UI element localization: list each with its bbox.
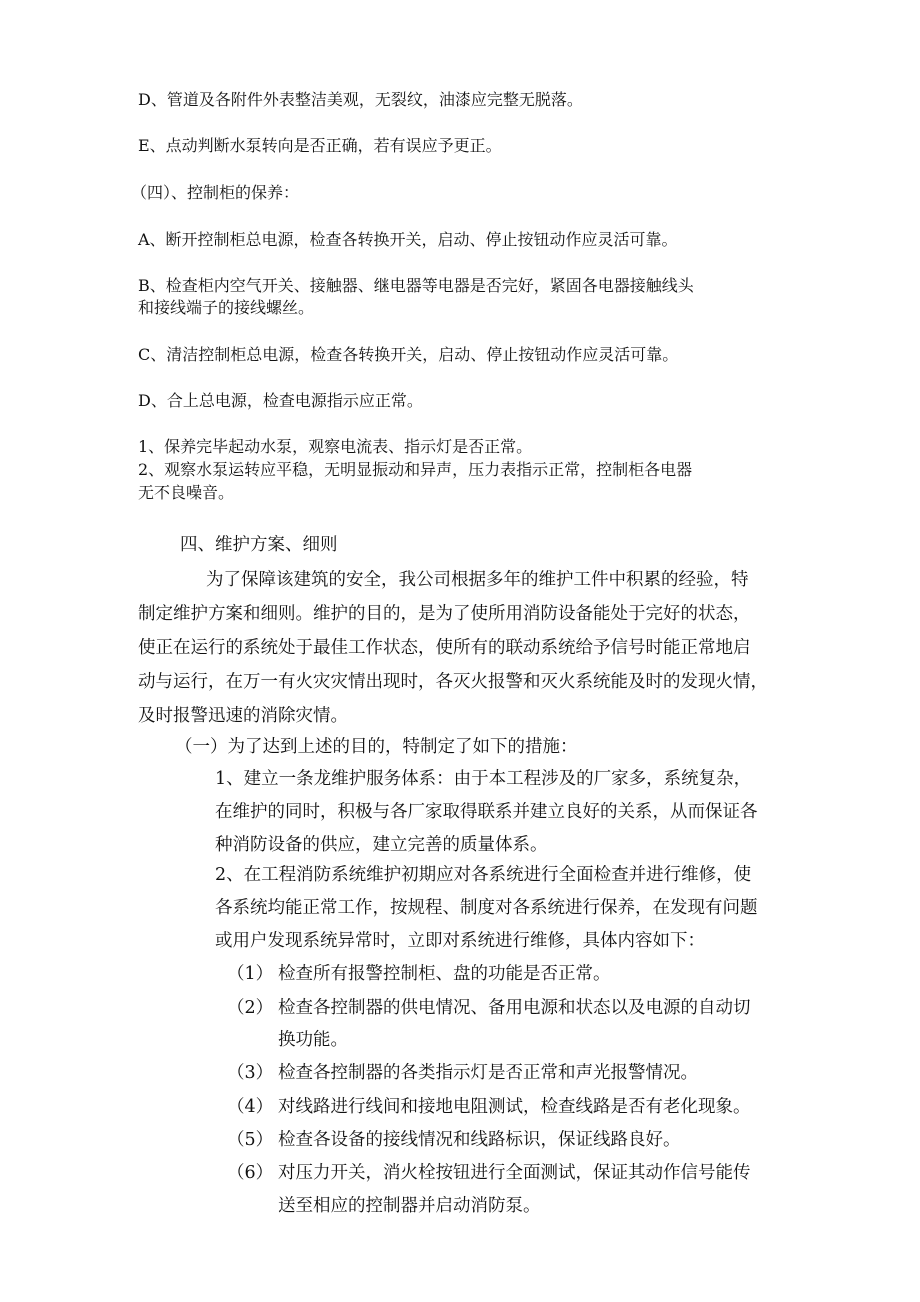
check-2-number: （2） <box>227 998 274 1018</box>
check-2-line-2: 换功能。 <box>278 1030 348 1050</box>
measure-2-line-2: 各系统均能正常工作，按规程、制度对各系统进行保养，在发现有问题 <box>215 898 758 918</box>
cabinet-item-b-line2: 和接线端子的接线螺丝。 <box>138 298 315 317</box>
check-2-line-1: 检查各控制器的供电情况、备用电源和状态以及电源的自动切 <box>278 998 751 1018</box>
cabinet-item-c: C、清洁控制柜总电源，检查各转换开关，启动、停止按钮动作应灵活可靠。 <box>138 345 679 364</box>
item-d: D、管道及各附件外表整洁美观，无裂纹，油漆应完整无脱落。 <box>138 90 583 109</box>
intro-line-4: 动与运行，在万一有火灾灾情出现时，各灭火报警和灭火系统能及时的发现火情， <box>138 672 768 692</box>
check-4-number: （4） <box>227 1097 274 1117</box>
check-6-number: （6） <box>227 1163 274 1183</box>
check-6-line-2: 送至相应的控制器并启动消防泵。 <box>278 1196 541 1216</box>
check-6-line-1: 对压力开关，消火栓按钮进行全面测试，保证其动作信号能传 <box>278 1163 751 1183</box>
section-heading: 四、维护方案、细则 <box>180 535 338 555</box>
check-4-line-1: 对线路进行线间和接地电阻测试，检查线路是否有老化现象。 <box>278 1097 751 1117</box>
check-5-number: （5） <box>227 1130 274 1150</box>
cabinet-item-d: D、合上总电源，检查电源指示应正常。 <box>138 391 423 410</box>
measure-2-line-3: 或用户发现系统异常时，立即对系统进行维修，具体内容如下： <box>215 931 705 951</box>
check-1-line-1: 检查所有报警控制柜、盘的功能是否正常。 <box>278 964 611 984</box>
measures-sub-heading: （一）为了达到上述的目的，特制定了如下的措施： <box>175 737 578 757</box>
check-3-number: （3） <box>227 1063 274 1083</box>
intro-line-2: 制定维护方案和细则。维护的目的，是为了使所用消防设备能处于完好的状态， <box>138 604 751 624</box>
measure-1-line-3: 种消防设备的供应，建立完善的质量体系。 <box>215 835 548 855</box>
check-5-line-1: 检查各设备的接线情况和线路标识，保证线路良好。 <box>278 1130 681 1150</box>
intro-line-5: 及时报警迅速的消除灾情。 <box>138 706 348 726</box>
numbered-item-2-line1: 2、观察水泵运转应平稳，无明显振动和异声，压力表指示正常，控制柜各电器 <box>138 460 693 479</box>
check-1-number: （1） <box>227 964 274 984</box>
measure-2-line-1: 2、在工程消防系统维护初期应对各系统进行全面检查并进行维修，使 <box>215 865 752 885</box>
intro-line-3: 使正在运行的系统处于最佳工作状态，使所有的联动系统给予信号时能正常地启 <box>138 638 751 658</box>
check-3-line-1: 检查各控制器的各类指示灯是否正常和声光报警情况。 <box>278 1063 698 1083</box>
cabinet-item-b-line1: B、检查柜内空气开关、接触器、继电器等电器是否完好，紧固各电器接触线头 <box>138 276 694 295</box>
item-e: E、点动判断水泵转向是否正确，若有误应予更正。 <box>138 136 502 155</box>
intro-line-1: 为了保障该建筑的安全，我公司根据多年的维护工件中积累的经验，特 <box>206 570 749 590</box>
control-cabinet-heading: （四）、控制柜的保养： <box>131 183 300 202</box>
numbered-item-1: 1、保养完毕起动水泵，观察电流表、指示灯是否正常。 <box>138 437 533 456</box>
measure-1-line-2: 在维护的同时，积极与各厂家取得联系并建立良好的关系，从而保证各 <box>215 802 758 822</box>
measure-1-line-1: 1、建立一条龙维护服务体系：由于本工程涉及的厂家多，系统复杂， <box>215 769 752 789</box>
numbered-item-2-line2: 无不良噪音。 <box>138 483 235 502</box>
cabinet-item-a: A、断开控制柜总电源，检查各转换开关，启动、停止按钮动作应灵活可靠。 <box>138 230 678 249</box>
